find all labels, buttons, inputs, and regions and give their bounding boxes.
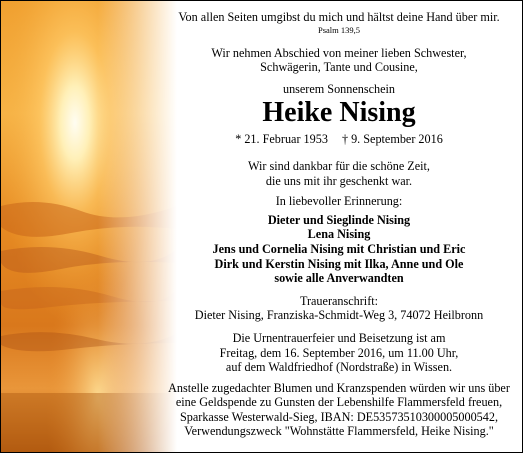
mourner-line: Lena Nising [307, 227, 371, 242]
birth-date: * 21. Februar 1953 [235, 132, 328, 147]
address-label: Traueranschrift: [299, 293, 379, 308]
mourning-address: Dieter Nising, Franziska-Schmidt-Weg 3, 74072 Heilbronn [194, 308, 484, 323]
ceremony-line: Freitag, dem 16. September 2016, um 11.00 Uhr, [219, 345, 459, 360]
bible-verse: Von allen Seiten umgibst du mich und hältst deine Hand über mir. [178, 10, 500, 24]
donation-line: Sparkasse Westerwald-Sieg, IBAN: DE53573510300005000542, [180, 409, 498, 424]
sunset-image [1, 1, 177, 452]
thanks-line: die uns mit ihr geschenkt war. [265, 173, 413, 188]
intro-line: Schwägerin, Tante und Cousine, [260, 60, 418, 75]
mourner-line: sowie alle Anverwandten [274, 271, 404, 286]
life-dates [159, 132, 519, 147]
thanks-line: Wir sind dankbar für die schöne Zeit, [248, 158, 430, 173]
mourner-line: Dirk und Kerstin Nising mit Ilka, Anne und Ole [214, 256, 464, 271]
donation-line: Anstelle zugedachter Blumen und Kranzspenden würden wir uns über [168, 380, 510, 395]
mourner-line: Jens und Cornelia Nising mit Christian und Eric [212, 241, 466, 256]
donation-line: Verwendungszweck "Wohnstätte Flammersfeld, Heike Nising." [184, 424, 494, 439]
notice-text [159, 1, 519, 452]
psalm-reference: Psalm 139,5 [317, 24, 361, 35]
donation-line: eine Geldspende zu Gunsten der Lebenshilfe Flammersfeld freuen, [175, 395, 503, 410]
intro-line: Wir nehmen Abschied von meiner lieben Schwester, [211, 45, 467, 60]
mourners-list [159, 213, 519, 286]
ceremony-line: auf dem Waldfriedhof (Nordstraße) in Wissen. [225, 360, 453, 375]
death-date: † 9. September 2016 [341, 132, 443, 147]
mourner-line: Dieter und Sieglinde Nising [267, 212, 411, 227]
memory-label: In liebevoller Erinnerung: [275, 194, 403, 209]
ceremony-line: Die Urnentrauerfeier und Beisetzung ist am [232, 330, 446, 345]
sonnenschein-line: unserem Sonnenschein [282, 81, 396, 96]
deceased-name: Heike Nising [262, 97, 416, 129]
